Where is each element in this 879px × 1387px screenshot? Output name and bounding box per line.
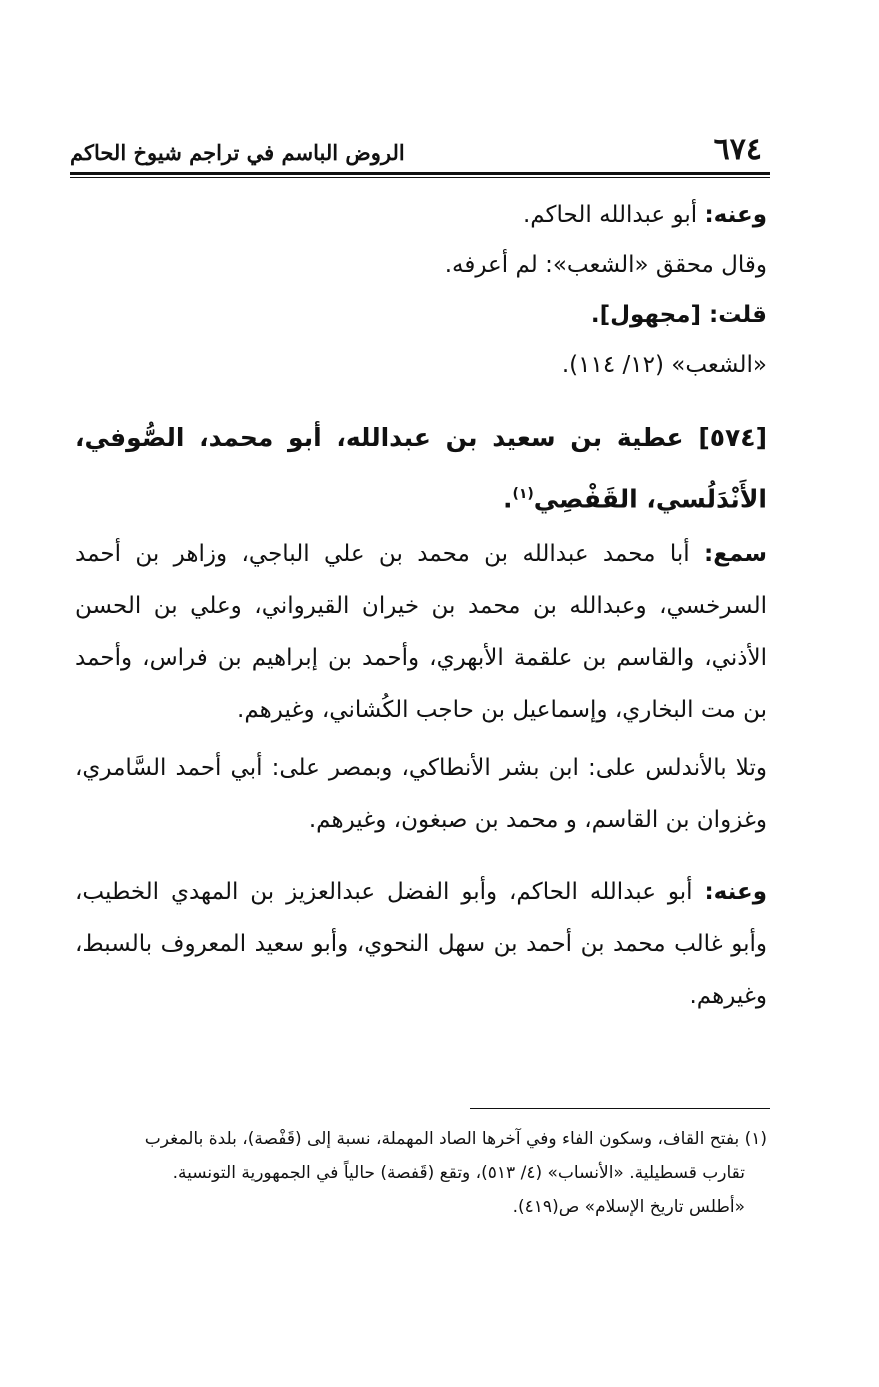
students-text xyxy=(75,866,767,1022)
footnote-line-1: (١) بفتح القاف، وسكون الفاء وفي آخرها الصاد المهملة، نسبة إلى (قَفْصة)، بلدة بالمغرب xyxy=(144,1129,767,1149)
teachers-paragraph xyxy=(75,528,767,736)
narrator-label: وعنه: xyxy=(704,202,767,228)
footnote xyxy=(75,1122,767,1224)
running-title: الروض الباسم في تراجم شيوخ الحاكم xyxy=(70,140,405,165)
header-rule-thin xyxy=(70,177,770,178)
narrator-line xyxy=(75,190,767,240)
teachers-text xyxy=(75,528,767,736)
entry-heading-text: [٥٧٤] عطية بن سعيد بن عبدالله، أبو محمد، الصُّوفي، الأَنْدَلُسي، القَفْصِي xyxy=(75,423,767,514)
footnote-rule xyxy=(470,1108,770,1109)
page-number: ٦٧٤ xyxy=(713,132,762,167)
verdict-line xyxy=(75,290,767,340)
entry-heading-end: . xyxy=(502,484,513,514)
footnote-line-3: «أطلس تاريخ الإسلام» ص(٤١٩). xyxy=(512,1197,745,1217)
verdict-text: [مجهول]. xyxy=(590,302,709,328)
page-header xyxy=(70,130,770,170)
entry-block xyxy=(75,410,767,527)
footnote-ref: (١) xyxy=(512,486,534,502)
narrator-text: أبو عبدالله الحاكم. xyxy=(522,202,705,228)
footnote-line-2: تقارب قسطيلية. «الأنساب» (٤/ ٥١٣)، وتقع (قَفصة) حالياً في الجمهورية التونسية. xyxy=(172,1163,745,1183)
students-body: أبو عبدالله الحاكم، وأبو الفضل عبدالعزيز بن المهدي الخطيب، وأبو غالب محمد بن أحمد بن سهل النحوي، وأبو سعيد المعروف بالسبط، وغيرهم. xyxy=(75,879,767,1009)
top-block xyxy=(75,190,767,390)
students-label: وعنه: xyxy=(704,879,767,905)
students-paragraph xyxy=(75,866,767,1022)
header-rule-thick xyxy=(70,172,770,175)
entry-heading xyxy=(75,410,767,527)
teachers-label: سمع: xyxy=(704,541,767,567)
recitation-text: وتلا بالأندلس على: ابن بشر الأنطاكي، وبمصر على: أبي أحمد السَّامري، وغزوان بن القاسم، و محمد بن صبغون، وغيرهم. xyxy=(75,755,767,833)
teachers-body: أبا محمد عبدالله بن محمد بن علي الباجي، وزاهر بن أحمد السرخسي، وعبدالله بن محمد بن خيران القيرواني، وعلي بن الحسن الأذني، والقاسم بن علقمة الأبهري، وأحمد بن إبراهيم بن فراس، وأحمد بن مت البخاري، وإسماعيل بن حاجب الكُشاني، وغيرهم. xyxy=(75,541,767,723)
editor-note-line: وقال محقق «الشعب»: لم أعرفه. xyxy=(444,252,767,278)
recitation-paragraph xyxy=(75,742,767,846)
reference-line: «الشعب» (١٢/ ١١٤). xyxy=(561,352,767,378)
verdict-label: قلت: xyxy=(709,302,767,328)
